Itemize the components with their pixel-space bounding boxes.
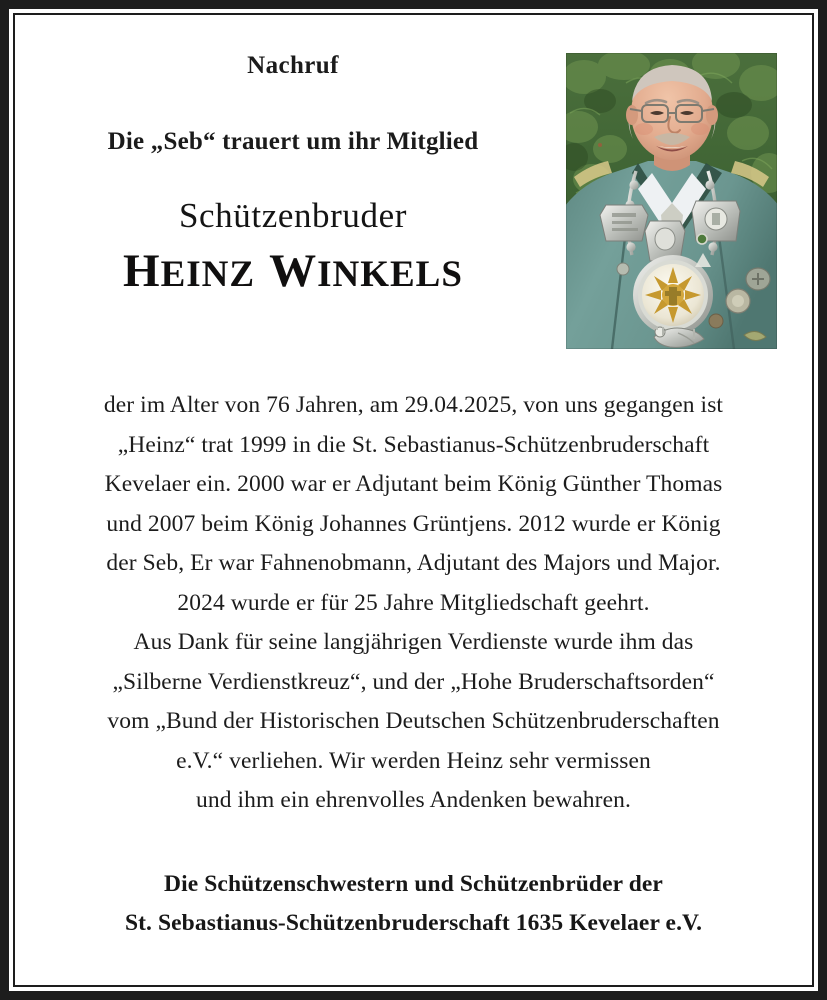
name-last-initial: W (269, 245, 318, 297)
signature-line: Die Schützenschwestern und Schützenbrüder der (164, 870, 663, 897)
mourning-statement: Die „Seb“ trauert um ihr Mitglied (107, 128, 479, 155)
deceased-rank: Schützenbruder (178, 196, 408, 235)
obituary-card (13, 13, 814, 987)
name-first-rest: EINZ (160, 254, 256, 295)
signature-block (15, 821, 812, 943)
obituary-body (15, 342, 812, 821)
name-last-rest: INKELS (317, 254, 463, 295)
body-line: e.V.“ verliehen. Wir werden Heinz sehr vermissen (176, 747, 651, 774)
portrait-illustration (566, 53, 777, 349)
deceased-name (15, 236, 571, 295)
body-line: „Heinz“ trat 1999 in die St. Sebastianus-Schützenbruderschaft (117, 431, 710, 458)
body-line: der Seb, Er war Fahnenobmann, Adjutant des Majors und Major. (106, 550, 721, 576)
body-line: und 2007 beim König Johannes Grüntjens. 2012 wurde er König (106, 510, 721, 537)
body-line: „Silberne Verdienstkreuz“, und der „Hohe Bruderschaftsorden“ (112, 668, 715, 695)
name-first-initial: H (123, 245, 161, 297)
body-line: der im Alter von 76 Jahren, am 29.04.2025, von uns gegangen ist (103, 392, 724, 418)
body-line: Aus Dank für seine langjährigen Verdienste wurde ihm das (133, 629, 694, 655)
body-line: Kevelaer ein. 2000 war er Adjutant beim König Günther Thomas (104, 471, 723, 497)
body-line: und ihm ein ehrenvolles Andenken bewahren. (196, 787, 631, 813)
signature-line: St. Sebastianus-Schützenbruderschaft 1635 Kevelaer e.V. (124, 909, 703, 936)
notice-kicker: Nachruf (247, 52, 339, 79)
portrait-photo (566, 53, 777, 349)
body-line: 2024 wurde er für 25 Jahre Mitgliedschaft geehrt. (177, 589, 650, 616)
header-zone (15, 15, 812, 342)
heading-block (15, 15, 571, 295)
body-line: vom „Bund der Historischen Deutschen Schützenbruderschaften (107, 708, 720, 734)
